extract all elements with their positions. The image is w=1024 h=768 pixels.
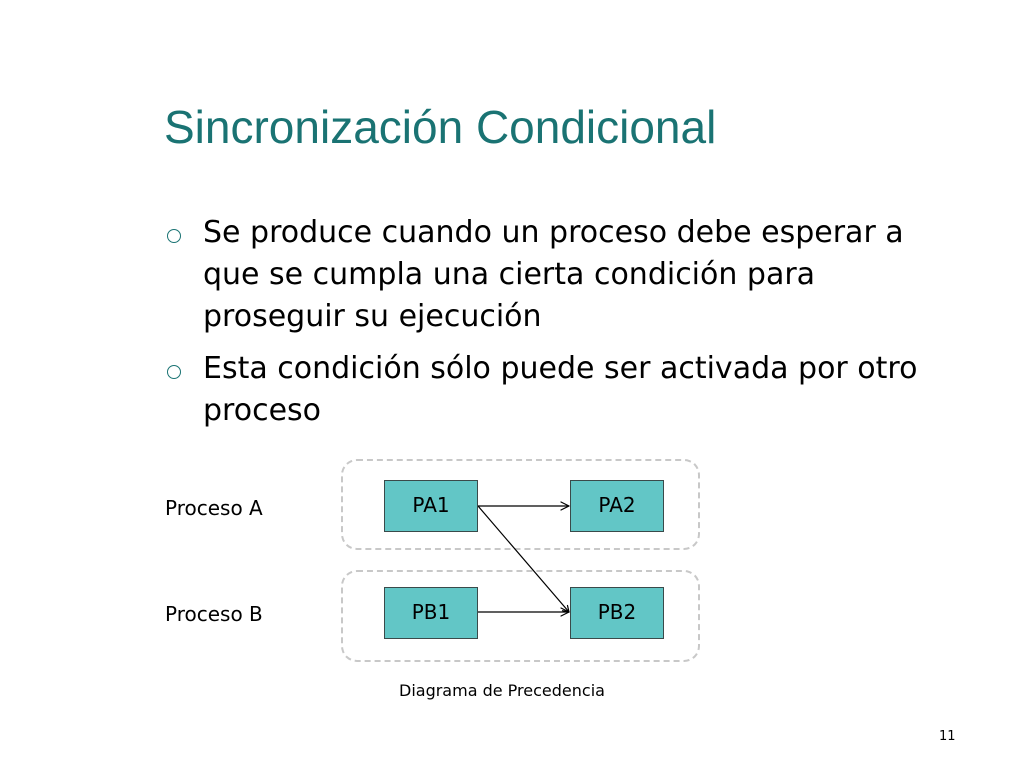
node-pa2: PA2 [570,480,664,532]
bullet-text: Esta condición sólo puede ser activada por otro proceso [203,351,918,428]
process-b-label: Proceso B [165,602,263,626]
node-pa1: PA1 [384,480,478,532]
edge-pb1-pb2 [478,608,569,616]
node-pb2: PB2 [570,587,664,639]
edge-pa1-pa2 [478,502,569,510]
process-a-label: Proceso A [165,496,263,520]
edge-pa1-pb2 [478,506,569,612]
bullet-text: Se produce cuando un proceso debe esperar a que se cumpla una cierta condición para proseguir su ejecución [203,215,904,334]
slide-title: Sincronización Condicional [164,101,717,153]
node-pb1: PB1 [384,587,478,639]
page-number: 11 [939,729,956,744]
diagram-caption: Diagrama de Precedencia [399,681,605,700]
